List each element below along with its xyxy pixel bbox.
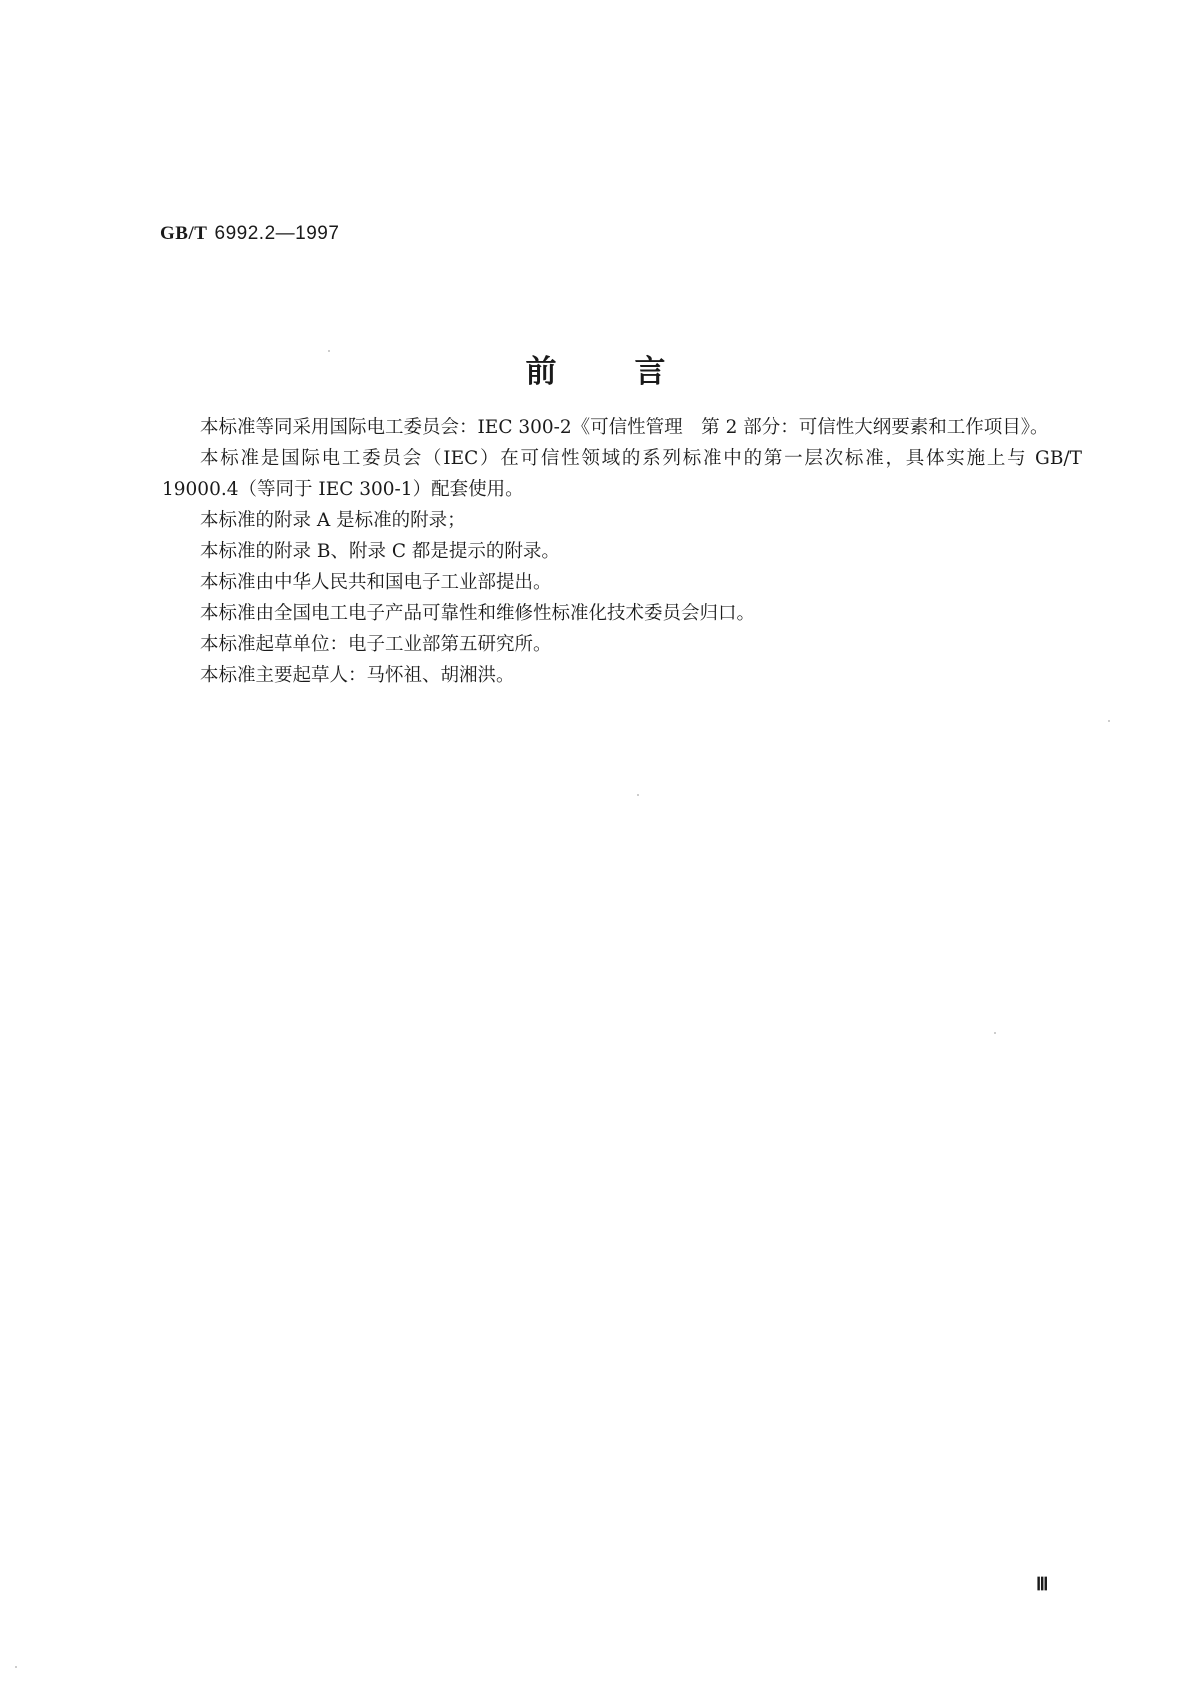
- scan-speck: [328, 350, 330, 352]
- standard-number-prefix: GB/T: [160, 223, 208, 244]
- foreword-body: [162, 412, 1082, 691]
- page-number: Ⅲ: [1036, 1574, 1049, 1594]
- scan-speck: [15, 1666, 17, 1668]
- scan-speck: [637, 794, 639, 796]
- standard-number: [160, 222, 339, 245]
- paragraph-appendix-bc: 本标准的附录 B、附录 C 都是提示的附录。: [200, 541, 560, 562]
- paragraph-drafting-unit: 本标准起草单位：电子工业部第五研究所。: [200, 634, 552, 655]
- paragraph-proposer: 本标准由中华人民共和国电子工业部提出。: [200, 572, 552, 593]
- scan-speck: [994, 1032, 996, 1034]
- paragraph-scope: 本标准是国际电工委员会（IEC）在可信性领域的系列标准中的第一层次标准，具体实施上与 GB/T 19000.4（等同于 IEC 300-1）配套使用。: [162, 448, 1082, 500]
- paragraph-adoption: 本标准等同采用国际电工委员会：IEC 300-2《可信性管理 第 2 部分：可信性大纲要素和工作项目》。: [200, 417, 1049, 438]
- scan-speck: [1108, 720, 1110, 722]
- page-title: 前言: [525, 354, 744, 390]
- paragraph-drafters: 本标准主要起草人：马怀祖、胡湘洪。: [200, 665, 515, 686]
- paragraph-committee: 本标准由全国电工电子产品可靠性和维修性标准化技术委员会归口。: [200, 603, 756, 624]
- paragraph-appendix-a: 本标准的附录 A 是标准的附录；: [200, 510, 466, 531]
- standard-number-value: 6992.2—1997: [214, 223, 340, 244]
